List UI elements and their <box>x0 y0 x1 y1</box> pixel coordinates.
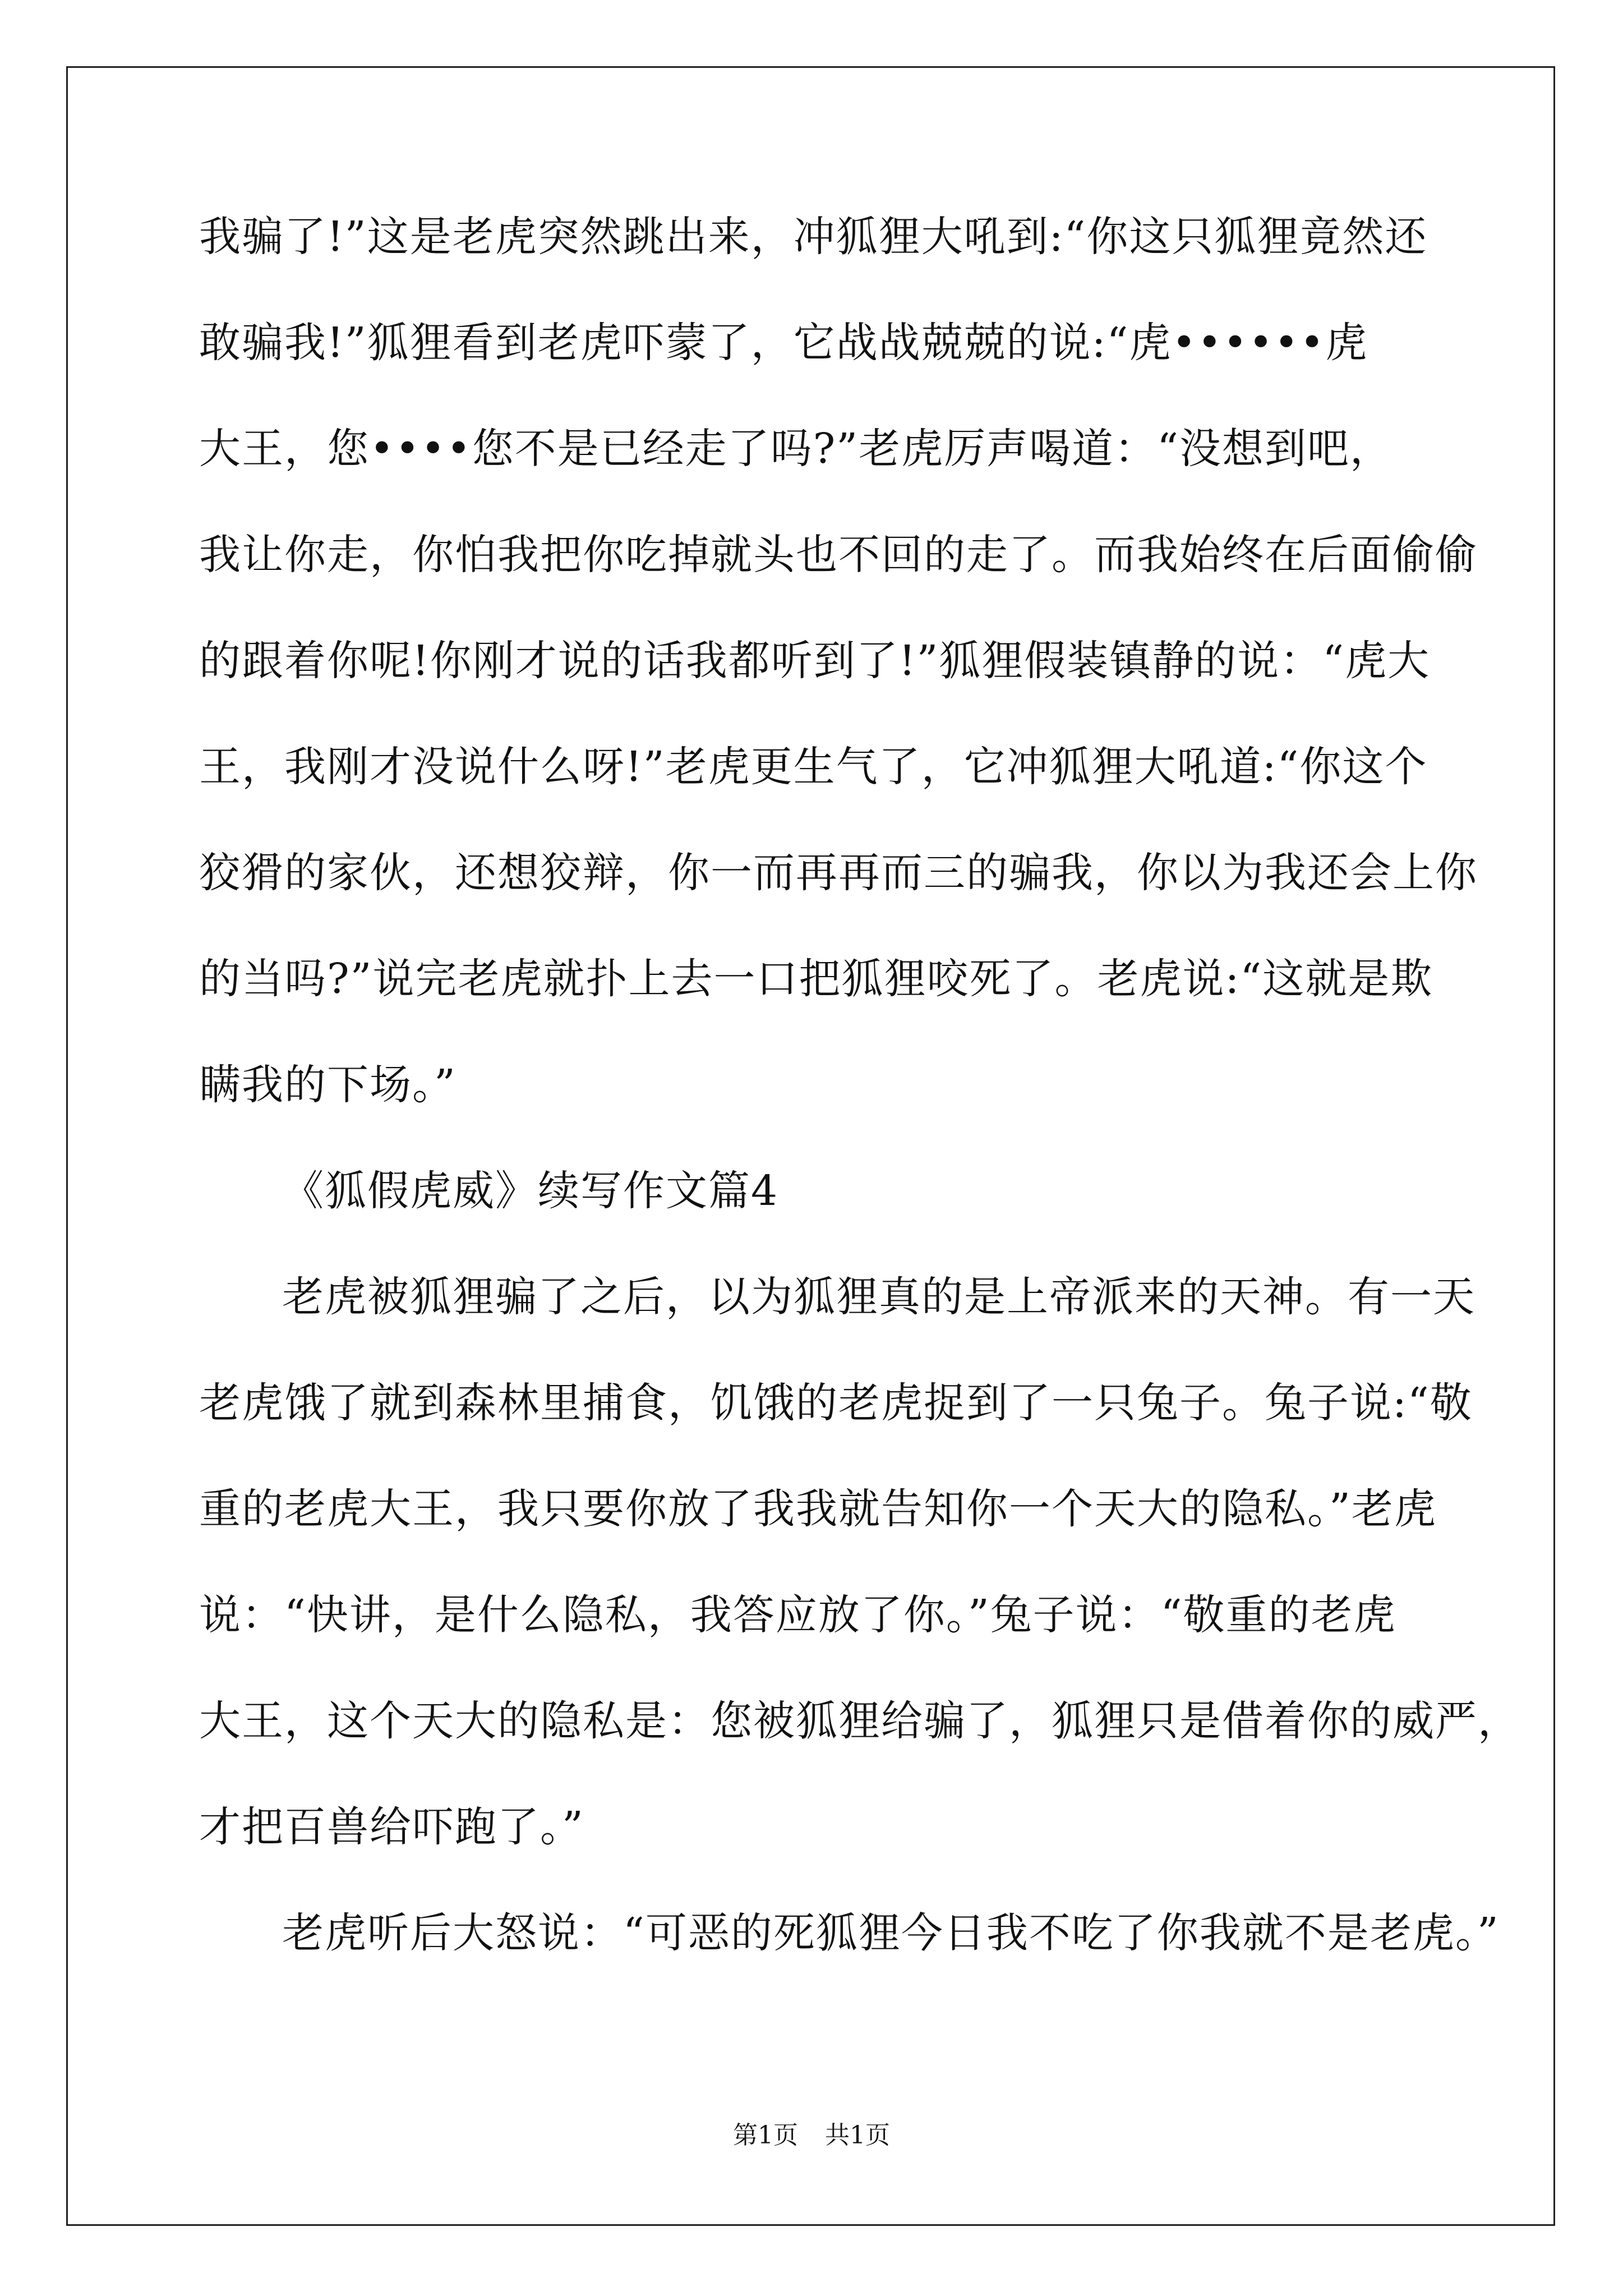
text-line: 我骗了!”这是老虎突然跳出来，冲狐狸大吼到:“你这只狐狸竟然还 <box>199 213 1428 261</box>
page-number: 第1页 <box>733 2121 798 2150</box>
paragraph-first-line: 老虎听后大怒说：“可恶的死狐狸今日我不吃了你我就不是老虎。” <box>282 1909 1500 1957</box>
section-heading: 《狐假虎威》续写作文篇4 <box>282 1167 779 1215</box>
paragraph-first-line: 老虎被狐狸骗了之后，以为狐狸真的是上帝派来的天神。有一天 <box>282 1273 1476 1321</box>
text-line: 的跟着你呢!你刚才说的话我都听到了!”狐狸假装镇静的说：“虎大 <box>199 637 1431 685</box>
document-body <box>199 213 1520 2018</box>
text-line: 狡猾的家伙，还想狡辩，你一而再再而三的骗我，你以为我还会上你 <box>199 849 1478 897</box>
text-line: 说：“快讲，是什么隐私，我答应放了你。”兔子说：“敬重的老虎 <box>199 1591 1396 1639</box>
text-line: 大王，这个天大的隐私是：您被狐狸给骗了，狐狸只是借着你的威严， <box>199 1697 1520 1745</box>
text-line: 王，我刚才没说什么呀!”老虎更生气了，它冲狐狸大吼道:“你这个 <box>199 743 1428 791</box>
text-line: 的当吗?”说完老虎就扑上去一口把狐狸咬死了。老虎说:“这就是欺 <box>199 955 1433 1003</box>
text-line: 瞒我的下场。” <box>199 1061 457 1109</box>
page-footer <box>0 2123 1623 2148</box>
text-line: 老虎饿了就到森林里捕食，饥饿的老虎捉到了一只兔子。兔子说:“敬 <box>199 1379 1473 1427</box>
text-line: 重的老虎大王，我只要你放了我我就告知你一个天大的隐私。”老虎 <box>199 1485 1437 1533</box>
text-line: 才把百兽给吓跑了。” <box>199 1803 584 1851</box>
page-total: 共1页 <box>825 2121 890 2150</box>
text-line: 我让你走，你怕我把你吃掉就头也不回的走了。而我始终在后面偷偷 <box>199 531 1478 579</box>
text-line: 敢骗我!”狐狸看到老虎吓蒙了，它战战兢兢的说:“虎••••••虎 <box>199 319 1368 367</box>
text-line: 大王，您••••您不是已经走了吗?”老虎厉声喝道：“没想到吧， <box>199 425 1393 473</box>
